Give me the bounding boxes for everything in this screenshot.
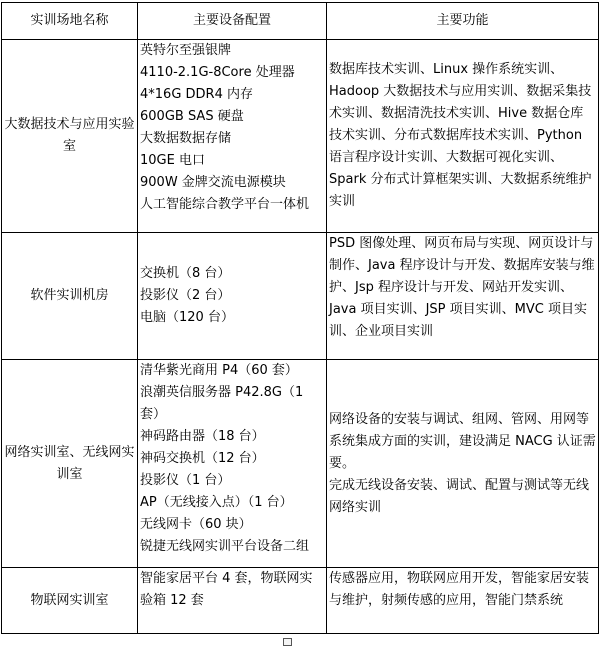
facility-name: 网络实训室、无线网实训室	[2, 360, 138, 568]
function-cell: 数据库技术实训、Linux 操作系统实训、Hadoop 大数据技术与应用实训、数据采集技术实训、数据清洗技术实训、Hive 数据仓库技术实训、分布式数据库技术实训、Python 语言程序设计实训、大数据可视化实训、Spark 分布式计算框架实训、大数据系统维护实训	[327, 40, 599, 233]
equipment-cell: 智能家居平台 4 套，物联网实验箱 12 套	[138, 568, 327, 634]
equipment-item: 锐捷无线网实训平台设备二组	[140, 539, 310, 554]
table-move-handle-icon[interactable]	[283, 638, 292, 646]
equipment-cell	[138, 233, 327, 360]
equipment-item: 600GB SAS 硬盘	[140, 109, 244, 124]
function-text: 完成无线设备安装、调试、配置与测试等无线网络实训	[329, 477, 590, 515]
facility-name: 物联网实训室	[2, 568, 138, 634]
equipment-item: AP（无线接入点）（1 台）	[140, 495, 293, 510]
equipment-item: 人工智能综合教学平台一体机	[140, 197, 310, 212]
equipment-item: 投影仪（1 台）	[140, 473, 231, 488]
equipment-item: 投影仪（2 台）	[140, 288, 231, 303]
equipment-item: 大数据数据存储	[140, 131, 232, 146]
equipment-item: 无线网卡（60 块）	[140, 517, 252, 532]
equipment-cell	[138, 360, 327, 568]
equipment-item: 交换机（8 台）	[140, 266, 231, 281]
header-row	[2, 3, 599, 40]
equipment-item: 神码交换机（12 台）	[140, 451, 265, 466]
facility-name: 大数据技术与应用实验室	[2, 40, 138, 233]
function-cell	[327, 360, 599, 568]
equipment-item: 清华紫光商用 P4（60 套）	[140, 363, 298, 378]
table-row	[2, 233, 599, 360]
equipment-item: 浪潮英信服务器 P42.8G（1 套）	[140, 385, 304, 422]
equipment-item: 4*16G DDR4 内存	[140, 87, 253, 102]
header-equipment: 主要设备配置	[138, 3, 327, 40]
equipment-item: 神码路由器（18 台）	[140, 429, 265, 444]
facility-name: 软件实训机房	[2, 233, 138, 360]
function-cell: 传感器应用，物联网应用开发，智能家居安装与维护，射频传感的应用，智能门禁系统	[327, 568, 599, 634]
equipment-item: 900W 金牌交流电源模块	[140, 175, 286, 190]
function-cell: PSD 图像处理、网页布局与实现、网页设计与制作、Java 程序设计与开发、数据库安装与维护、Jsp 程序设计与开发、网站开发实训、Java 项目实训、JSP 项目实训、MVC 项目实训、企业项目实训	[327, 233, 599, 360]
function-text: 网络设备的安装与调试、组网、管网、用网等系统集成方面的实训，建设满足 NACG 认证需要。	[329, 411, 596, 471]
table-row	[2, 40, 599, 233]
equipment-item: 10GE 电口	[140, 153, 205, 168]
equipment-item: 电脑（120 台）	[140, 310, 234, 325]
table-row	[2, 568, 599, 634]
header-function: 主要功能	[327, 3, 599, 40]
table-row	[2, 360, 599, 568]
header-name: 实训场地名称	[2, 3, 138, 40]
lab-facilities-table	[1, 2, 599, 634]
equipment-item: 英特尔至强银牌	[140, 43, 232, 58]
equipment-cell	[138, 40, 327, 233]
equipment-item: 4110-2.1G-8Core 处理器	[140, 65, 295, 80]
